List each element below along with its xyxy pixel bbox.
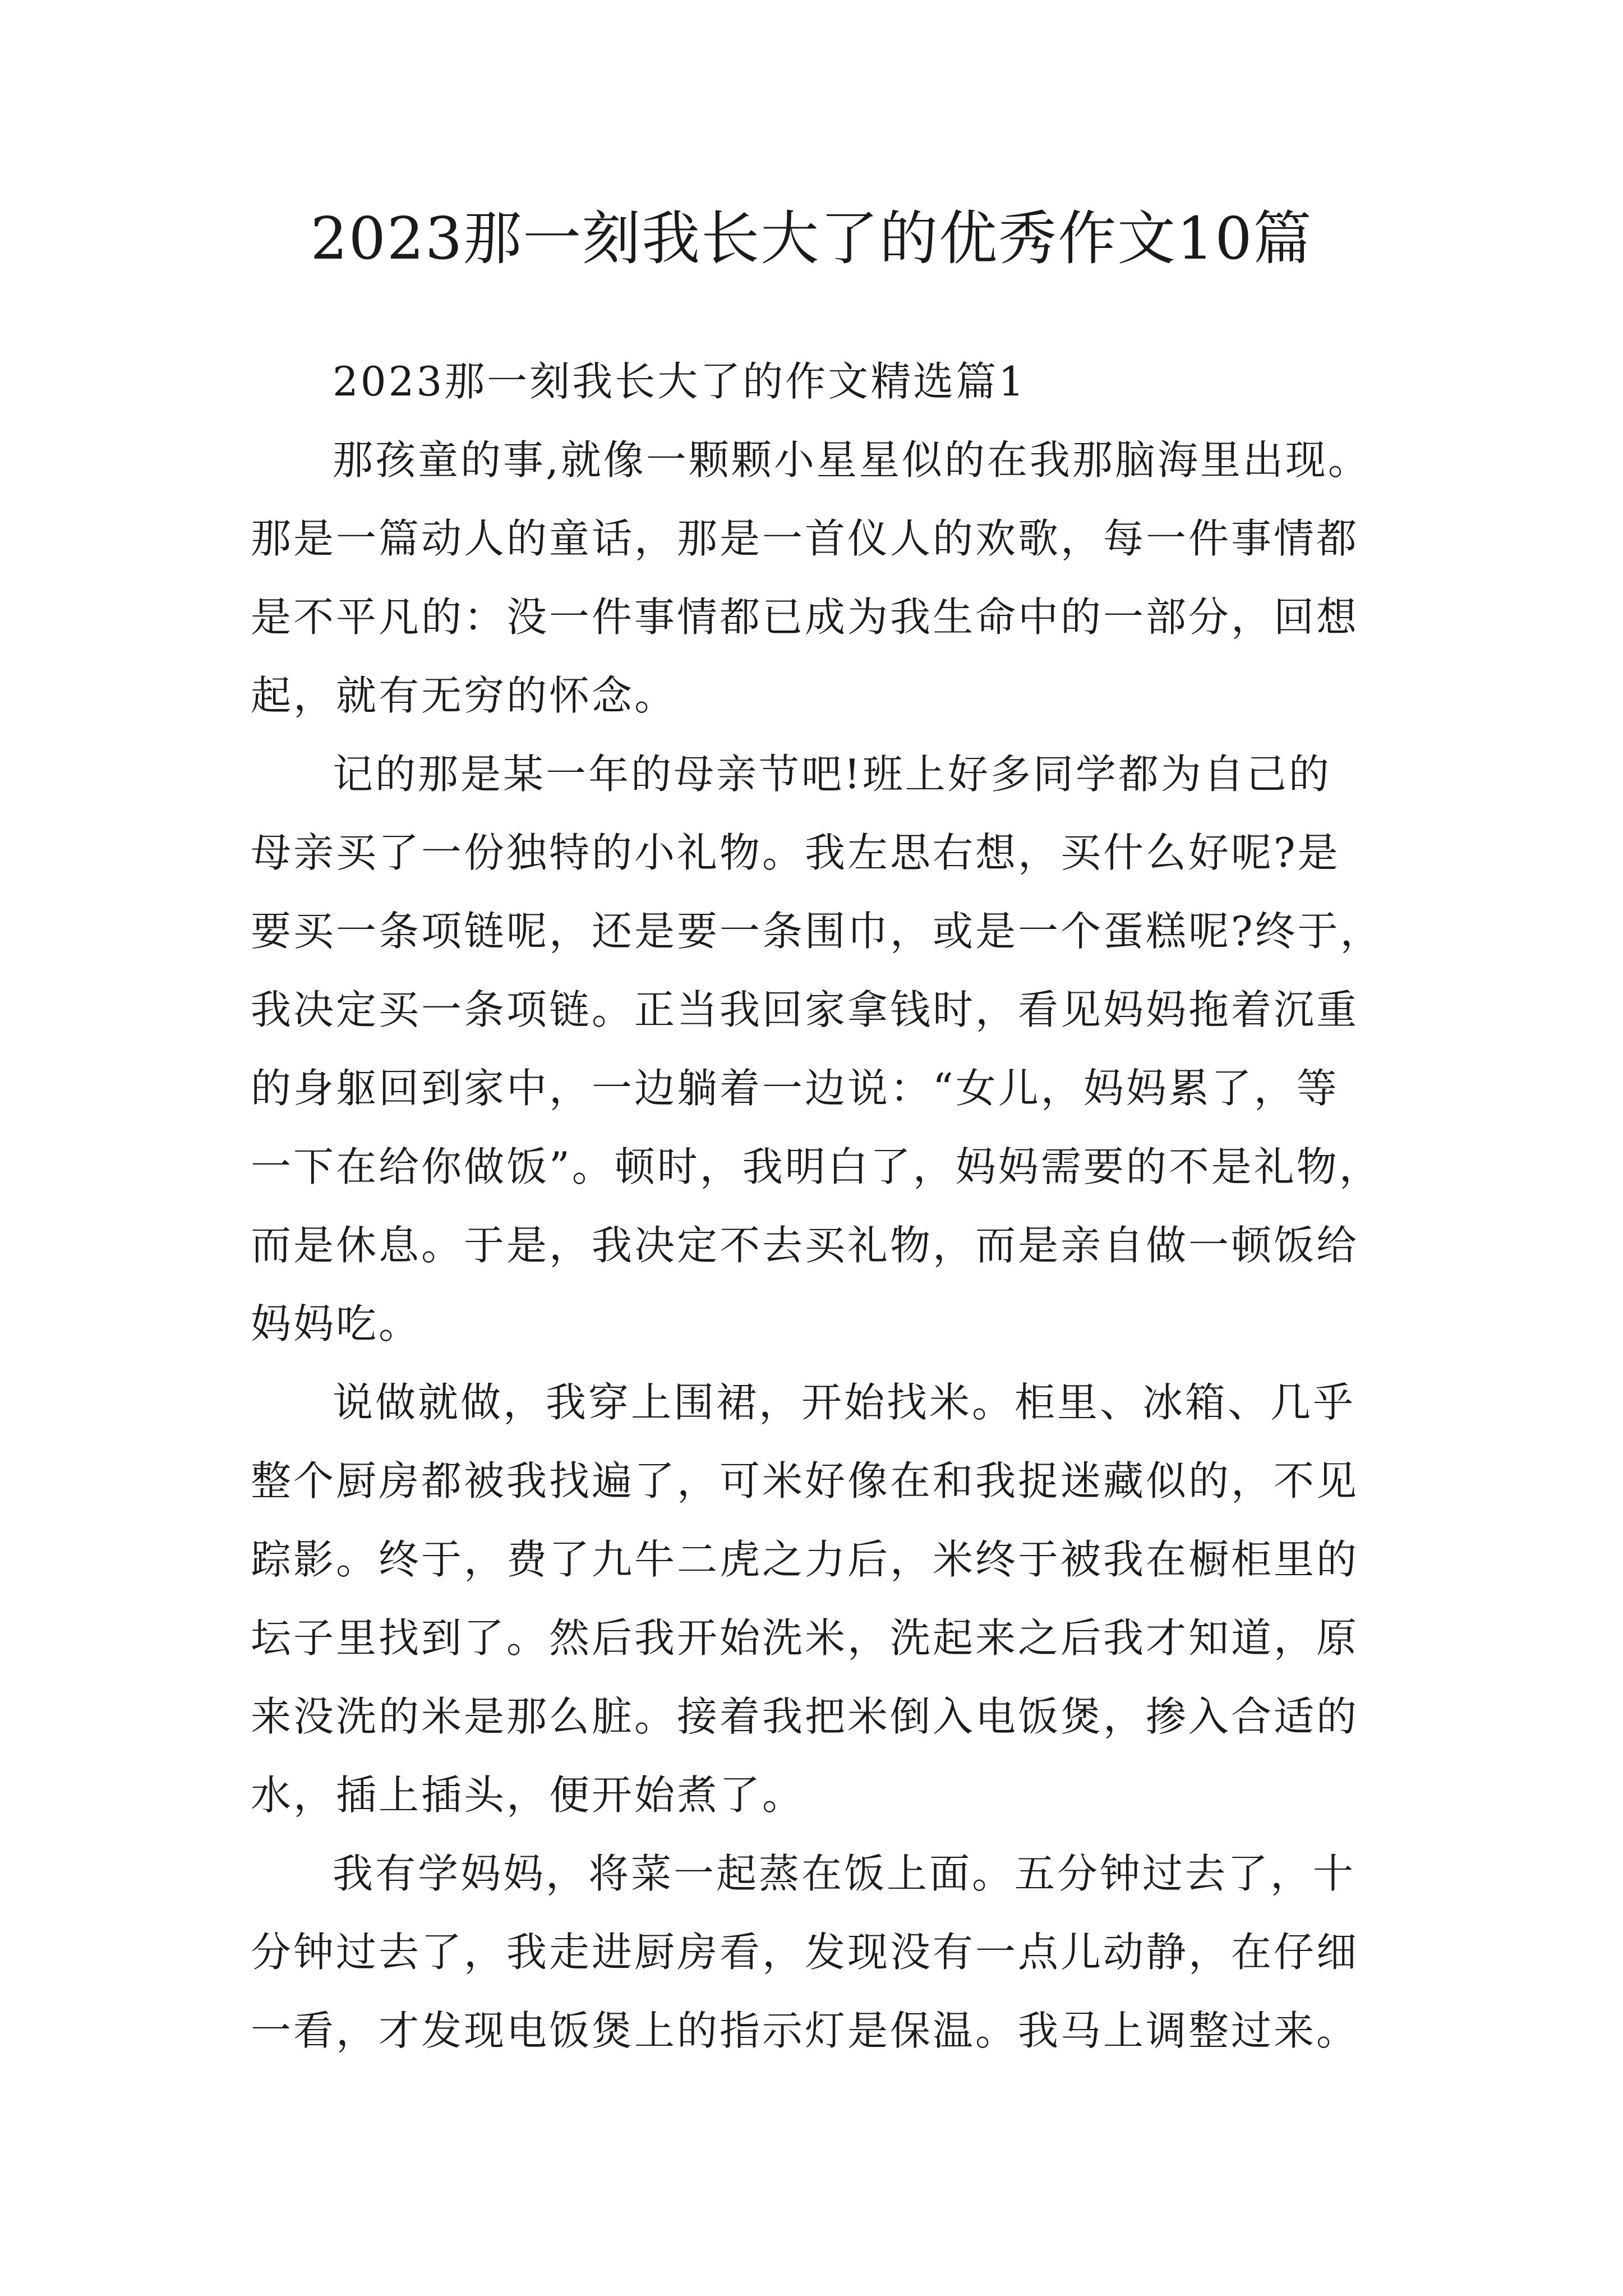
paragraph-line: 那是一篇动人的童话，那是一首仪人的欢歌，每一件事情都 bbox=[251, 515, 1359, 562]
document-body bbox=[251, 342, 1389, 2070]
paragraph-line: 分钟过去了，我走进厨房看，发现没有一点儿动静，在仔细 bbox=[251, 1929, 1359, 1976]
paragraph-line: 而是休息。于是，我决定不去买礼物，而是亲自做一顿饭给 bbox=[251, 1222, 1359, 1269]
paragraph-3 bbox=[251, 1363, 1389, 1834]
paragraph-line: 要买一条项链呢，还是要一条围巾，或是一个蛋糕呢?终于， bbox=[251, 908, 1383, 955]
paragraph-line: 我决定买一条项链。正当我回家拿钱时，看见妈妈拖着沉重 bbox=[251, 986, 1359, 1033]
document-title: 2023那一刻我长大了的优秀作文10篇 bbox=[310, 204, 1313, 273]
paragraph-line: 来没洗的米是那么脏。接着我把米倒入电饭煲，掺入合适的 bbox=[251, 1693, 1359, 1740]
paragraph-line: 踪影。终于，费了九牛二虎之力后，米终于被我在橱柜里的 bbox=[251, 1536, 1359, 1583]
paragraph-4 bbox=[251, 1834, 1389, 2070]
paragraph-2 bbox=[251, 735, 1389, 1363]
paragraph-line: 的身躯回到家中，一边躺着一边说：“女儿，妈妈累了，等 bbox=[251, 1065, 1339, 1112]
paragraph-line: 记的那是某一年的母亲节吧!班上好多同学都为自己的 bbox=[333, 751, 1331, 798]
paragraph-line: 水，插上插头，便开始煮了。 bbox=[251, 1772, 805, 1819]
section-heading: 2023那一刻我长大了的作文精选篇1 bbox=[333, 358, 1027, 405]
paragraph-line: 坛子里找到了。然后我开始洗米，洗起来之后我才知道，原 bbox=[251, 1614, 1359, 1662]
paragraph-line: 我有学妈妈，将菜一起蒸在饭上面。五分钟过去了，十 bbox=[333, 1850, 1356, 1897]
paragraph-line: 妈妈吃。 bbox=[251, 1300, 422, 1347]
paragraph-line: 说做就做，我穿上围裙，开始找米。柜里、冰箱、几乎 bbox=[333, 1379, 1356, 1426]
paragraph-line: 那孩童的事,就像一颗颗小星星似的在我那脑海里出现。 bbox=[333, 436, 1371, 484]
paragraph-line: 一下在给你做饭”。顿时，我明白了，妈妈需要的不是礼物， bbox=[251, 1143, 1382, 1190]
paragraph-line: 起，就有无穷的怀念。 bbox=[251, 672, 677, 719]
paragraph-line: 母亲买了一份独特的小礼物。我左思右想，买什么好呢?是 bbox=[251, 829, 1340, 876]
paragraph-1 bbox=[251, 421, 1389, 735]
paragraph-line: 一看，才发现电饭煲上的指示灯是保温。我马上调整过来。 bbox=[251, 2007, 1359, 2054]
paragraph-line: 整个厨房都被我找遍了，可米好像在和我捉迷藏似的，不见 bbox=[251, 1457, 1359, 1504]
paragraph-line: 是不平凡的：没一件事情都已成为我生命中的一部分，回想 bbox=[251, 593, 1359, 641]
